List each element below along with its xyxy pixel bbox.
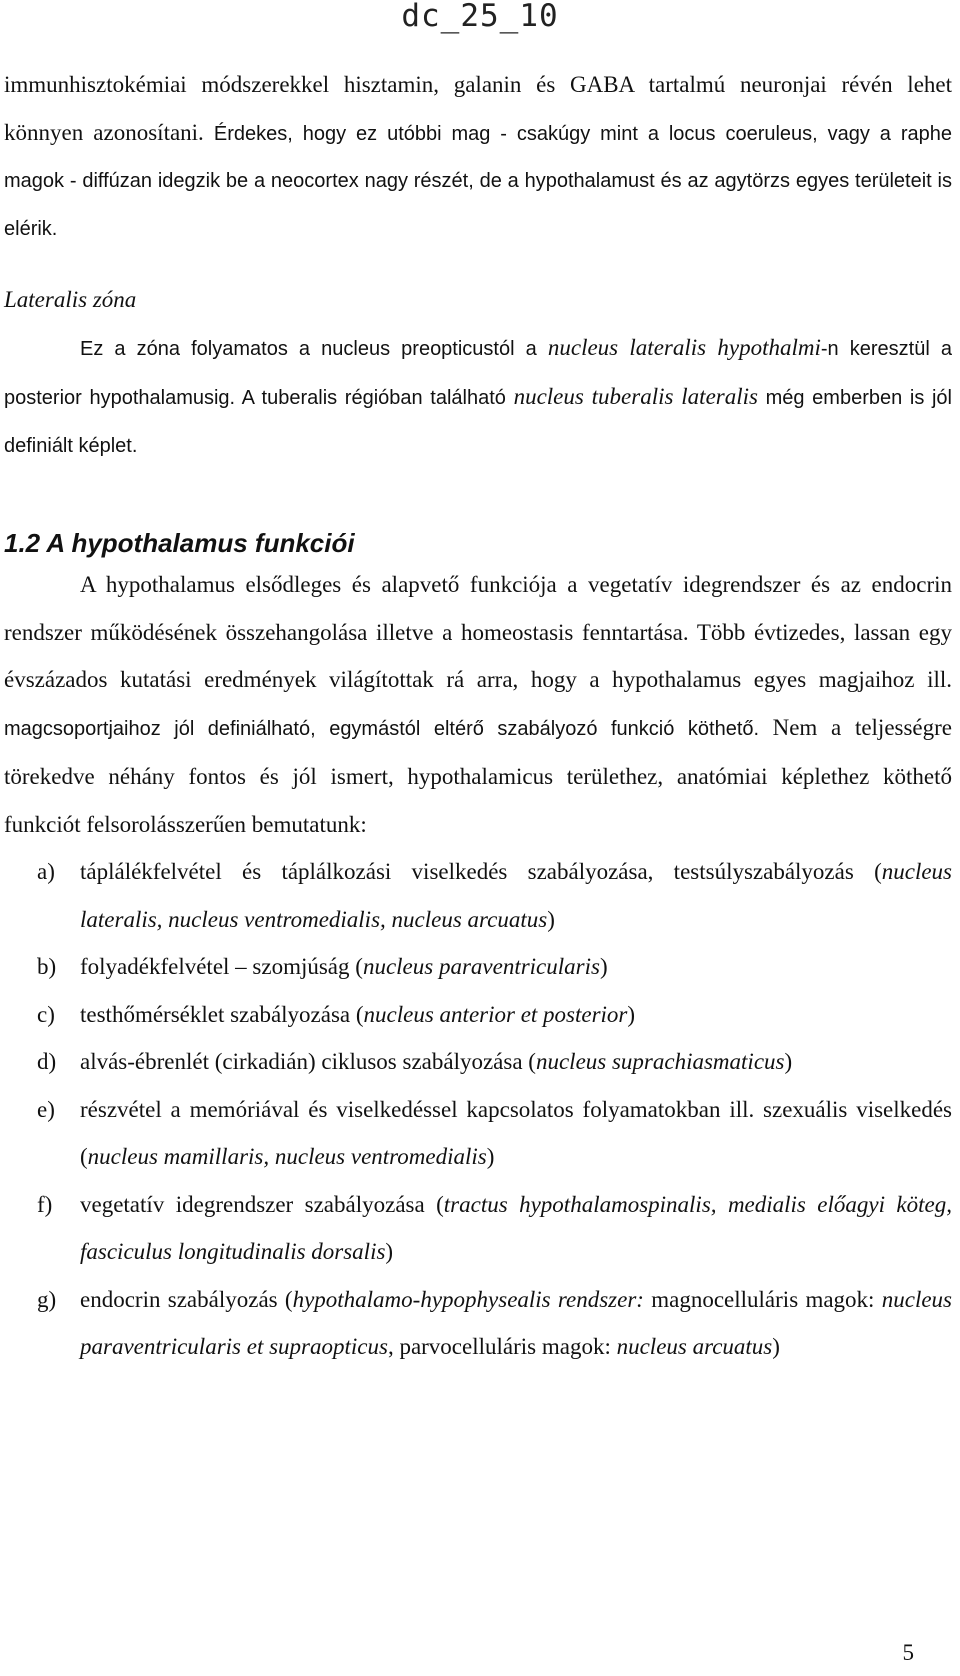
- lateralis-text-2: -n keresztül a posterior hypothalamusig. A tuberalis régióban található: [4, 337, 952, 409]
- list-tail: ): [486, 1144, 495, 1169]
- intro-paragraph: [4, 61, 952, 253]
- lateralis-italic-1: nucleus lateralis hypothalmi: [547, 334, 821, 360]
- list-marker: b): [37, 954, 57, 979]
- list-italic-3: nucleus arcuatus: [616, 1334, 773, 1359]
- list-text: alvás-ébrenlét (cirkadián) ciklusos szabályozása (: [80, 1049, 536, 1074]
- list-tail: ): [547, 906, 555, 932]
- list-text: vegetatív idegrendszer szabályozása (: [80, 1191, 444, 1217]
- list-italic: tractus hypothalamospinalis, medialis előagyi köteg, fasciculus longitudinalis dorsalis: [80, 1191, 952, 1264]
- list-item: [4, 1181, 952, 1276]
- list-tail: ): [385, 1239, 394, 1264]
- lateralis-italic-2: nucleus tuberalis lateralis: [513, 384, 758, 409]
- list-text: endocrin szabályozás (: [80, 1286, 293, 1312]
- list-tail: ): [627, 1001, 636, 1027]
- list-text-mid: magnocelluláris magok:: [643, 1286, 882, 1312]
- section-title: 1.2 A hypothalamus funkciói: [4, 528, 355, 558]
- lateralis-text-1: Ez a zóna folyamatos a nucleus preopticustól a: [80, 337, 548, 360]
- list-marker: f): [37, 1191, 53, 1217]
- list-marker: a): [37, 859, 55, 884]
- functions-text-b: magcsoportjaihoz jól definiálható, egymástól eltérő szabályozó funkció köthető.: [4, 717, 773, 740]
- list-marker: g): [37, 1286, 57, 1312]
- list-text: részvétel a memóriával és viselkedéssel kapcsolatos folyamatokban ill. szexuális viselkedés (: [80, 1096, 952, 1169]
- section-gap: [4, 470, 952, 525]
- list-italic: nucleus anterior et posterior: [363, 1001, 628, 1027]
- list-marker: c): [37, 1001, 55, 1027]
- list-item: [4, 848, 952, 943]
- lateralis-paragraph: [4, 324, 952, 471]
- document-code-header: dc_25_10: [401, 0, 559, 34]
- lateralis-text-3: még emberben is jól definiált képlet.: [4, 387, 952, 457]
- list-italic-2: nucleus paraventricularis et supraopticus: [80, 1286, 952, 1359]
- list-text-mid-2: , parvocelluláris magok:: [387, 1334, 617, 1359]
- list-item: [4, 1086, 952, 1181]
- list-item: [4, 943, 952, 991]
- functions-text-c: Nem a teljességre törekedve néhány fontos és jól ismert, hypothalamicus területhez, anatómiai képlethez köthető funkciót felsorolásszerűen bemutatunk:: [4, 714, 953, 837]
- list-marker: d): [37, 1049, 57, 1074]
- page-body: [4, 61, 952, 1371]
- list-text: táplálékfelvétel és táplálkozási viselkedés szabályozása, testsúlyszabályozás (: [80, 859, 882, 884]
- list-italic: hypothalamo-hypophysealis rendszer:: [292, 1286, 644, 1312]
- function-list: [4, 848, 952, 1371]
- list-item: [4, 991, 952, 1039]
- list-item: [4, 1276, 952, 1371]
- list-item: [4, 1038, 952, 1086]
- list-italic: nucleus mamillaris, nucleus ventromedialis: [87, 1144, 487, 1169]
- page-number: 5: [902, 1640, 914, 1665]
- list-text: folyadékfelvétel – szomjúság (: [80, 954, 363, 979]
- list-tail: ): [772, 1334, 780, 1359]
- list-tail: ): [784, 1049, 793, 1074]
- list-italic: nucleus paraventricularis: [362, 954, 600, 979]
- subsection-heading: Lateralis zóna: [4, 287, 137, 312]
- list-italic: nucleus lateralis, nucleus ventromedialis, nucleus arcuatus: [80, 859, 952, 932]
- list-tail: ): [599, 954, 608, 979]
- list-italic: nucleus suprachiasmaticus: [535, 1049, 785, 1074]
- functions-paragraph: [4, 561, 952, 848]
- intro-text-serif: immunhisztokémiai módszerekkel hisztamin, galanin és GABA tartalmú neuronjai révén lehet könnyen azonosítani.: [4, 72, 952, 145]
- list-marker: e): [37, 1096, 55, 1122]
- intro-text-sans: Érdekes, hogy ez utóbbi mag - csakúgy mint a locus coeruleus, vagy a raphe magok - diffúzan idegzik be a neocortex nagy részét, de a hypothalamust és az agytörzs egyes területeit is elérik.: [4, 122, 952, 240]
- list-text: testhőmérséklet szabályozása (: [80, 1001, 364, 1027]
- functions-text-a: A hypothalamus elsődleges és alapvető funkciója a vegetatív idegrendszer és az endocrin rendszer működésének összehangolása illetve a homeostasis fenntartása. Több évtizedes, lassan egy évszázados kutatási eredmények világítottak rá arra, hogy a hypothalamus egyes magjaihoz ill.: [4, 572, 952, 692]
